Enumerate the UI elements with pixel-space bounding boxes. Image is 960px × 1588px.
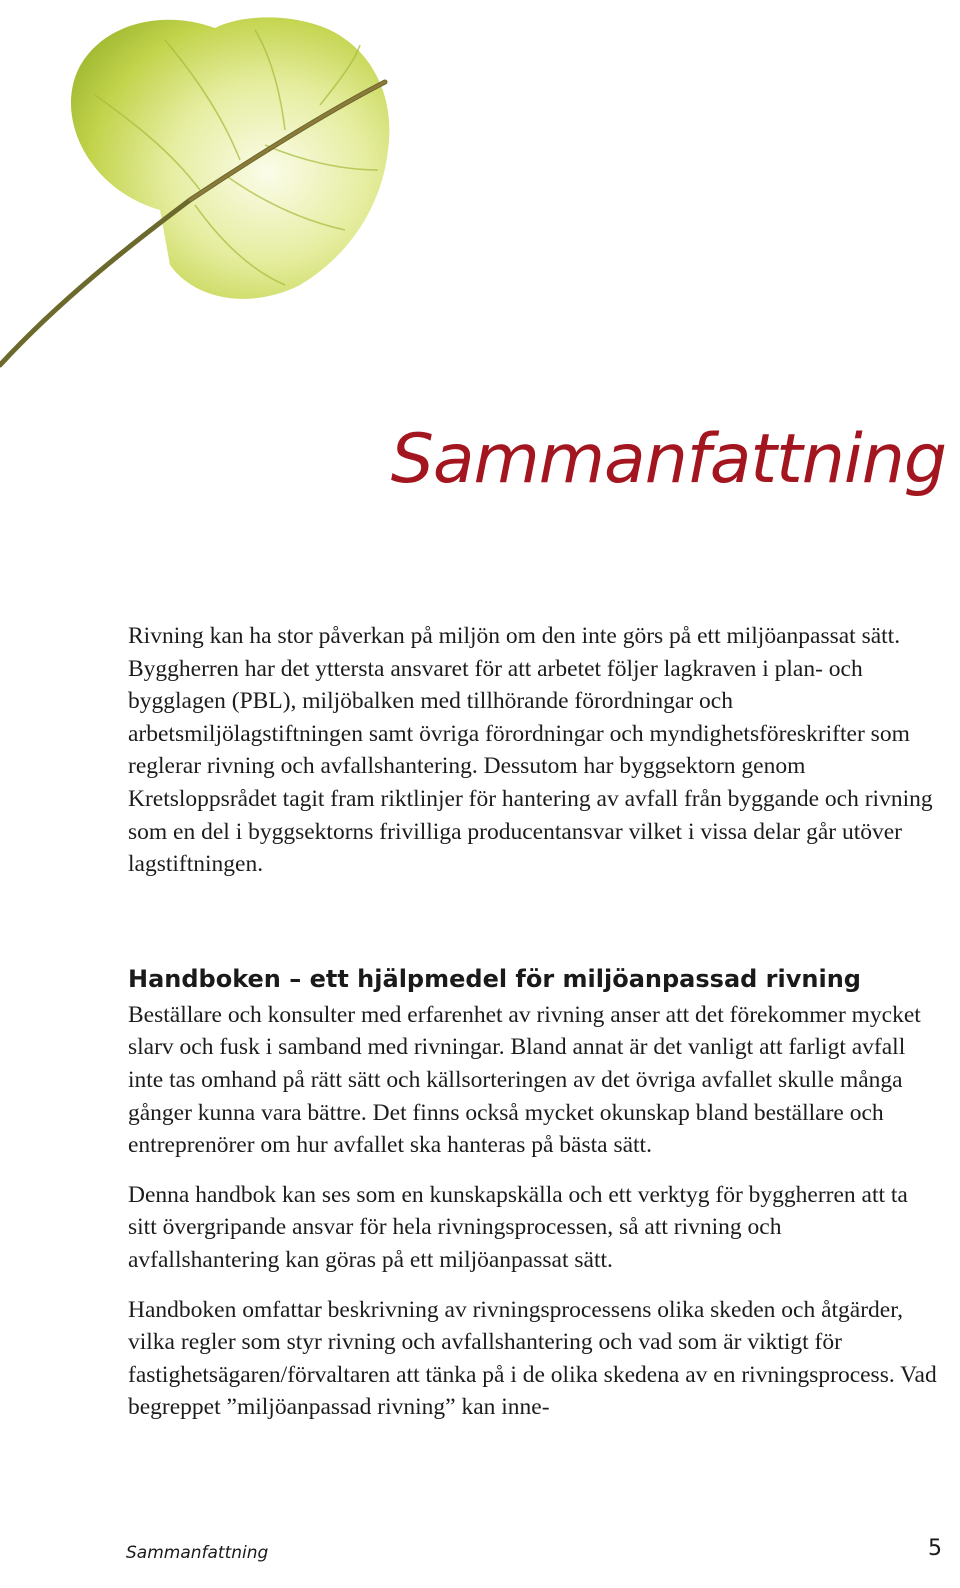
- section-paragraph: Beställare och konsulter med erfarenhet av rivning anser att det förekommer mycket slarv och fusk i samband med rivningar. Bland annat är det vanligt att farligt avfall inte tas omhand på rätt sätt och källsorteringen av det övriga avfallet skulle många gånger kunna vara bättre. Det finns också mycket okunskap bland beställare och entreprenörer om hur avfallet ska hanteras på bästa sätt.: [128, 1001, 921, 1159]
- section-paragraph: Denna handbok kan ses som en kunskapskälla och ett verktyg för byggherren att ta sitt övergripande ansvar för hela rivningsprocessen, så att rivning och avfallshantering kan göras på ett miljöanpassat sätt.: [128, 1181, 908, 1273]
- section-paragraph: Handboken omfattar beskrivning av rivningsprocessens olika skeden och åtgärder, vilka regler som styr rivning och avfallshantering och vad som är viktigt för fastighetsägaren/förvaltaren att tänka på i de olika skedena av en rivningsprocess. Vad begreppet ”miljöanpassad rivning” kan inne-: [128, 1296, 937, 1421]
- section-heading: Handboken – ett hjälpmedel för miljöanpassad rivning: [128, 964, 861, 993]
- leaf-icon: [0, 0, 420, 380]
- main-content: [128, 620, 938, 1424]
- page-number: 5: [928, 1536, 942, 1561]
- running-footer-title: Sammanfattning: [126, 1543, 269, 1563]
- page-title: Sammanfattning: [390, 420, 946, 499]
- intro-paragraph: Rivning kan ha stor påverkan på miljön om den inte görs på ett miljöanpassat sätt. Byggherren har det yttersta ansvaret för att arbetet följer lagkraven i plan- och bygglagen (PBL), miljöbalken med tillhörande förordningar och arbetsmiljölagstiftningen samt övriga förordningar och myndighetsföreskrifter som reglerar rivning och avfallshantering. Dessutom har byggsektorn genom Kretsloppsrådet tagit fram riktlinjer för hantering av avfall från byggande och rivning som en del i byggsektorns frivilliga producentansvar vilket i vissa delar går utöver lagstiftningen.: [128, 623, 933, 878]
